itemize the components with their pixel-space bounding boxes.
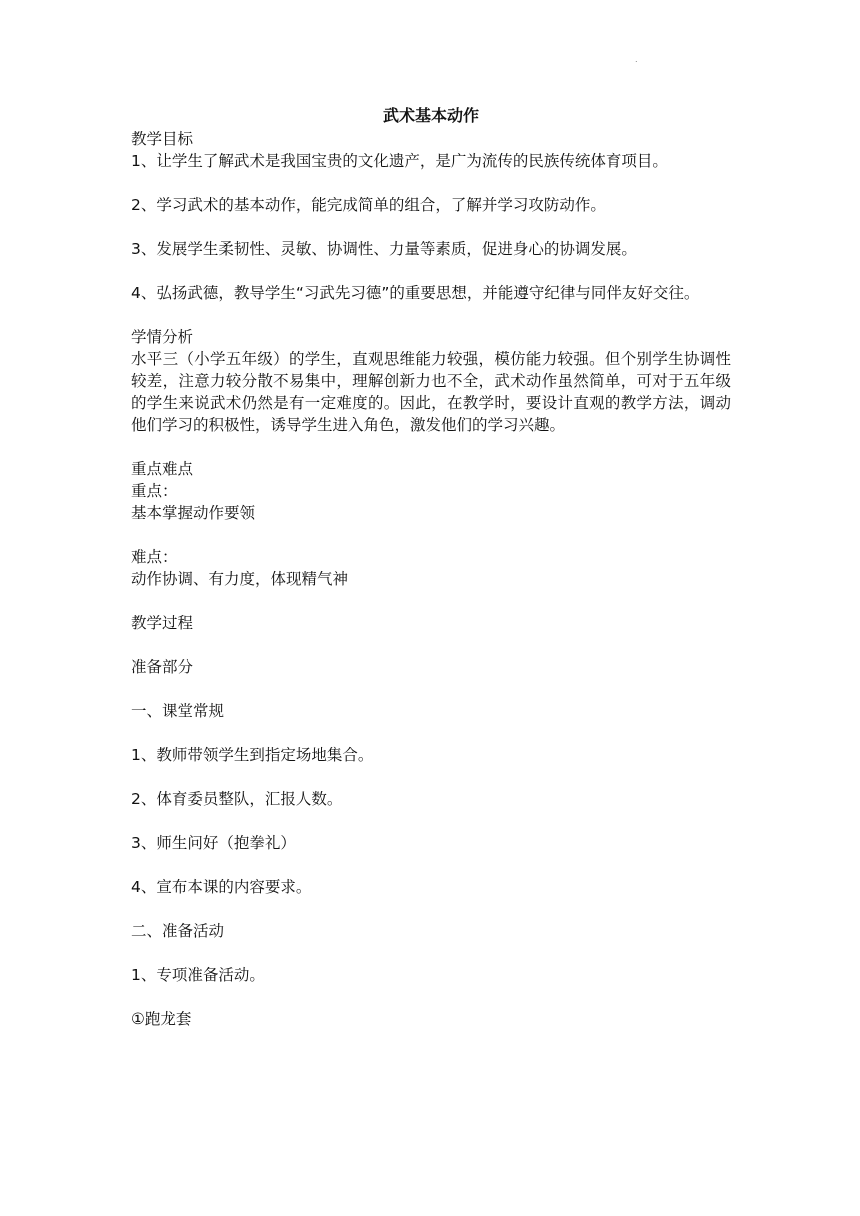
- routine-item: 2、体育委员整队，汇报人数。: [131, 790, 343, 808]
- routine-item: 3、师生问好（抱拳礼）: [131, 834, 296, 852]
- difficulty-label: 难点：: [131, 548, 178, 566]
- warmup-heading: 二、准备活动: [131, 922, 225, 940]
- objective-item-3: 3、发展学生柔韧性、灵敏、协调性、力量等素质，促进身心的协调发展。: [131, 240, 637, 258]
- routine-heading: 一、课堂常规: [131, 702, 225, 720]
- analysis-heading: 学情分析: [131, 328, 194, 346]
- header-mark: .: [635, 55, 638, 64]
- objective-item-2: 2、学习武术的基本动作，能完成简单的组合，了解并学习攻防动作。: [131, 196, 606, 214]
- process-heading: 教学过程: [131, 614, 194, 632]
- key-text: 基本掌握动作要领: [131, 504, 256, 522]
- difficulty-text: 动作协调、有力度，体现精气神: [131, 570, 349, 588]
- warmup-item: ①跑龙套: [131, 1010, 192, 1028]
- key-points-heading: 重点难点: [131, 460, 194, 478]
- page-title: 武术基本动作: [382, 106, 479, 125]
- document-page: [131, 104, 731, 1030]
- key-label: 重点：: [131, 482, 178, 500]
- objective-item-4: 4、弘扬武德，教导学生“习武先习德”的重要思想，并能遵守纪律与同伴友好交往。: [131, 284, 700, 302]
- routine-item: 4、宣布本课的内容要求。: [131, 878, 312, 896]
- objective-item-1: 1、让学生了解武术是我国宝贵的文化遗产，是广为流传的民族传统体育项目。: [131, 152, 668, 170]
- warmup-item: 1、专项准备活动。: [131, 966, 265, 984]
- objectives-heading: 教学目标: [131, 130, 194, 148]
- analysis-text: 水平三（小学五年级）的学生，直观思维能力较强，模仿能力较强。但个别学生协调性较差，注意力较分散不易集中，理解创新力也不全，武术动作虽然简单，可对于五年级的学生来说武术仍然是有一定难度的。因此，在教学时，要设计直观的教学方法，调动他们学习的积极性，诱导学生进入角色，激发他们的学习兴趣。: [131, 350, 731, 434]
- prep-heading: 准备部分: [131, 658, 194, 676]
- routine-item: 1、教师带领学生到指定场地集合。: [131, 746, 374, 764]
